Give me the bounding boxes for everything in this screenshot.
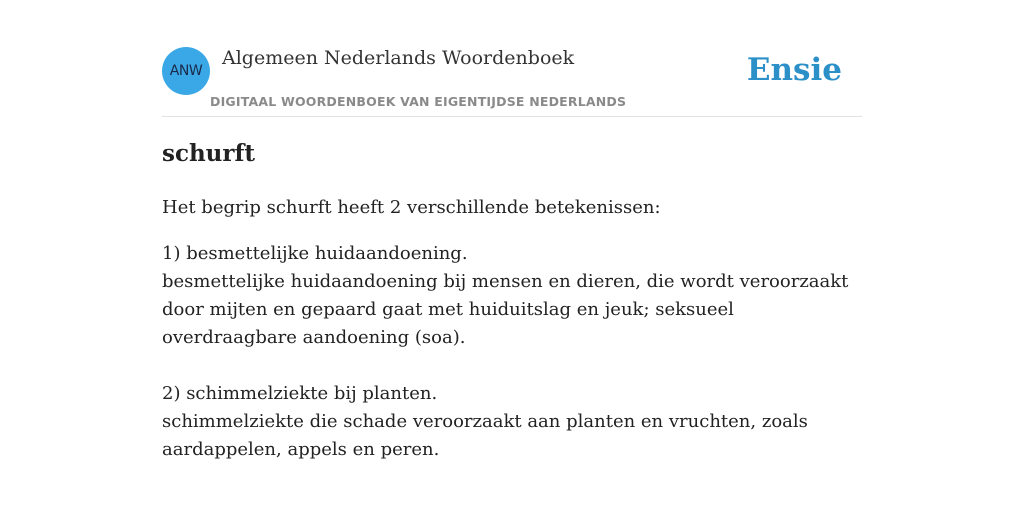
entry-word: schurft: [162, 140, 256, 167]
meaning-2: [162, 380, 862, 464]
entry-intro: Het begrip schurft heeft 2 verschillende betekenissen:: [162, 197, 661, 218]
meaning-heading: 1) besmettelijke huidaandoening.: [162, 243, 468, 264]
entry-content: [162, 138, 862, 492]
meaning-heading: 2) schimmelziekte bij planten.: [162, 383, 438, 404]
meaning-1: [162, 240, 862, 352]
meaning-definition: besmettelijke huidaandoening bij mensen en dieren, die wordt veroorzaakt door mijten en gepaard gaat met huiduitslag en jeuk; seksueel overdraagbare aandoening (soa).: [162, 271, 849, 348]
ensie-logo-link[interactable]: Ensie: [746, 52, 842, 88]
site-subtitle: DIGITAAL WOORDENBOEK VAN EIGENTIJDSE NEDERLANDS: [210, 94, 627, 109]
header: [162, 44, 862, 117]
meaning-definition: schimmelziekte die schade veroorzaakt aan planten en vruchten, zoals aardappelen, appels en peren.: [162, 411, 808, 460]
site-title[interactable]: Algemeen Nederlands Woordenboek: [222, 47, 575, 69]
anw-logo[interactable]: ANW: [162, 47, 210, 95]
